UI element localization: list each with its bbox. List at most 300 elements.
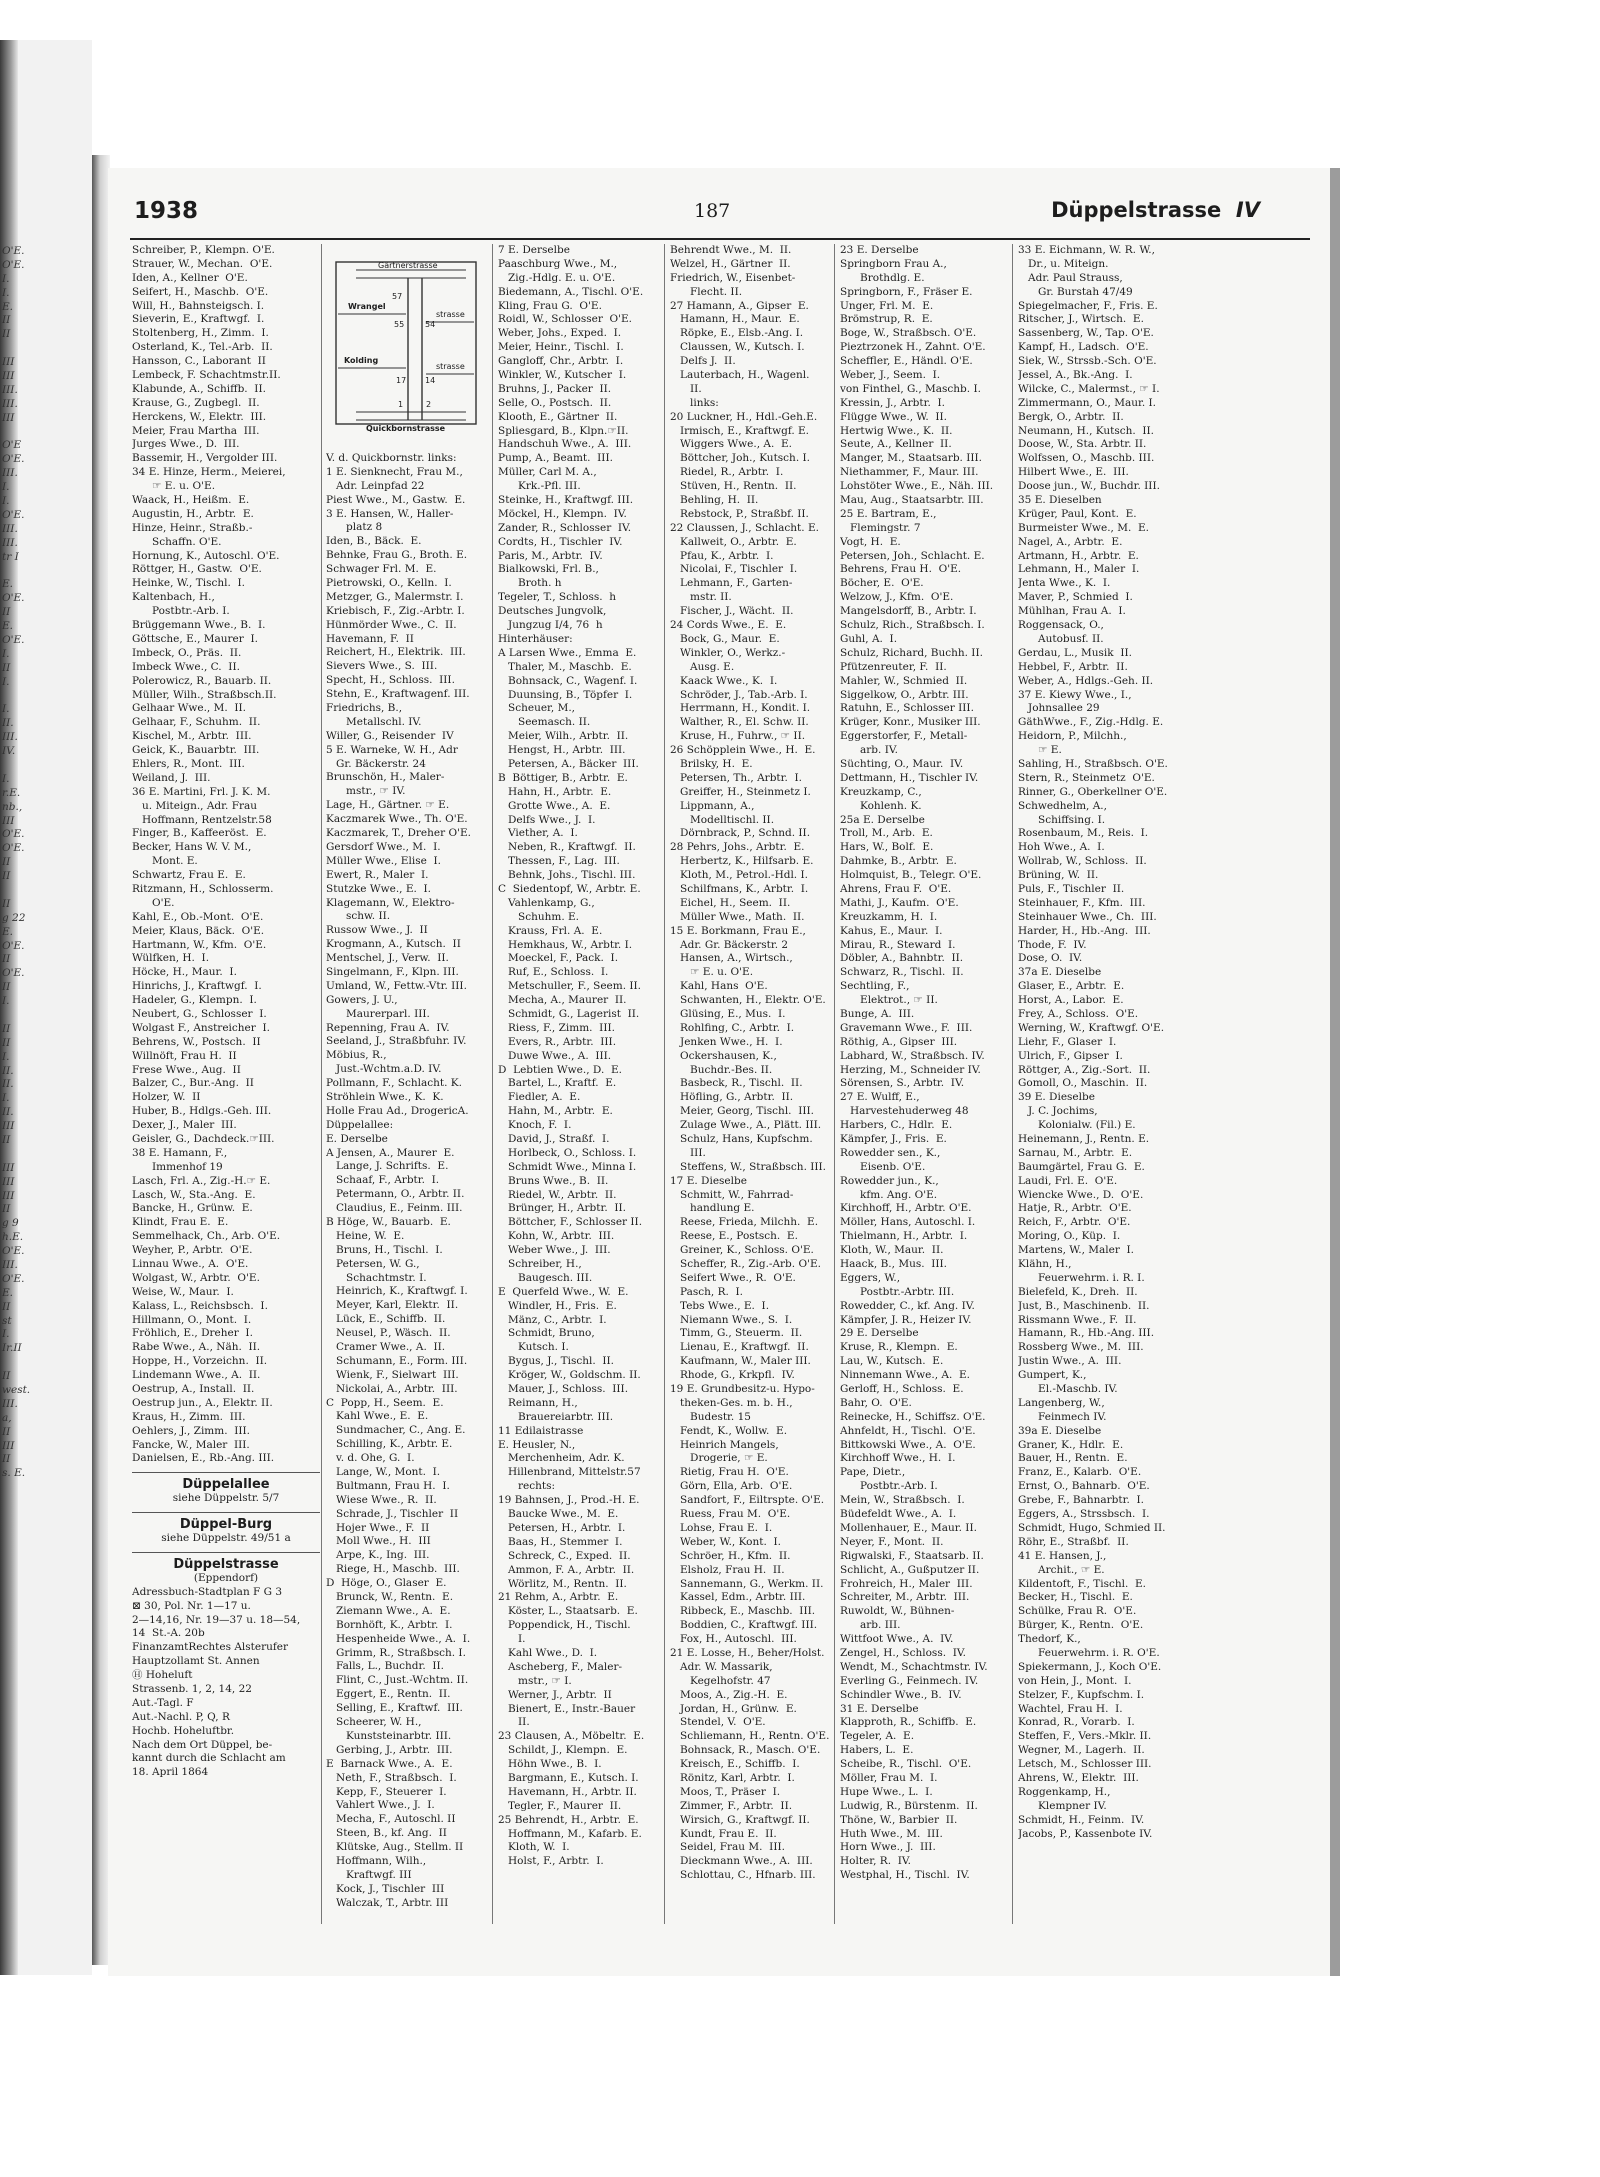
directory-entry: Steinke, H., Kraftwgf. III. xyxy=(498,494,634,507)
directory-entry: 22 Claussen, J., Schlacht. E. xyxy=(670,521,819,534)
directory-entry: Thode, F. IV. xyxy=(1018,938,1087,951)
directory-entry: Hoffmann, Wilh., xyxy=(326,1854,427,1867)
directory-entry: B Böttiger, B., Arbtr. E. xyxy=(498,771,628,784)
directory-entry: Ströhlein Wwe., K. K. xyxy=(326,1090,444,1103)
directory-entry: Fiedler, A. E. xyxy=(498,1091,581,1104)
directory-entry: Horlbeck, O., Schloss. I. xyxy=(498,1146,637,1159)
directory-entry: Flügge Wwe., W. II. xyxy=(840,410,948,423)
directory-entry: Becker, Hans W. V. M., xyxy=(132,841,252,854)
directory-entry: Hars, W., Bolf. E. xyxy=(840,841,934,854)
directory-entry: Havemann, H., Arbtr. II. xyxy=(498,1785,637,1798)
directory-entry: Möbius, R., xyxy=(326,1049,387,1062)
directory-entry: Thöne, W., Barbier II. xyxy=(840,1813,958,1826)
directory-entry: Deutsches Jungvolk, xyxy=(498,605,607,618)
street-title xyxy=(1051,198,1260,222)
directory-page xyxy=(108,168,1330,1976)
directory-entry: Riedel, W., Arbtr. II. xyxy=(498,1188,617,1201)
directory-entry: Schwedhelm, A., xyxy=(1018,799,1107,812)
directory-entry: Immenhof 19 xyxy=(132,1160,223,1173)
facing-page-fragment xyxy=(2,1356,30,1370)
directory-entry: Ernst, O., Bahnarb. O'E. xyxy=(1018,1480,1150,1493)
facing-page-fragment: III. xyxy=(2,731,18,744)
directory-entry: El.-Maschb. IV. xyxy=(1018,1383,1118,1396)
directory-entry: Hadeler, G., Klempn. I. xyxy=(132,994,257,1007)
map-label-kolding: Kolding xyxy=(344,356,379,365)
directory-entry: Tegeler, A. E. xyxy=(840,1730,915,1743)
facing-page-fragment: II xyxy=(2,856,11,869)
directory-entry: Moeckel, F., Pack. I. xyxy=(498,952,619,965)
facing-page-fragment: III. xyxy=(2,536,18,549)
directory-entry: Herzing, M., Schneider IV. xyxy=(840,1063,981,1076)
directory-entry: Geick, K., Bauarbtr. III. xyxy=(132,744,260,757)
directory-entry: Baumgärtel, Frau G. E. xyxy=(1018,1160,1145,1173)
directory-entry: Schiffsing. I. xyxy=(1018,813,1106,826)
directory-entry: Wolfssen, O., Maschb. III. xyxy=(1018,452,1155,465)
directory-entry: Zander, R., Schlosser IV. xyxy=(498,521,632,534)
directory-entry: theken-Ges. m. b. H., xyxy=(670,1396,793,1409)
facing-page-fragment: I. xyxy=(2,647,10,660)
directory-entry: Arpe, K., Ing. III. xyxy=(326,1549,430,1562)
directory-entry: Ahnfeldt, H., Tischl. O'E. xyxy=(840,1424,976,1437)
facing-page-fragment: tr I xyxy=(2,550,19,563)
column-divider xyxy=(834,244,835,1924)
facing-page-fragment: III xyxy=(2,1175,15,1188)
directory-entry: Meier, Georg, Tischl. III. xyxy=(670,1105,814,1118)
directory-entry: Eggers, A., Strssbsch. I. xyxy=(1018,1508,1150,1521)
directory-entry: Ammon, F. A., Arbtr. II. xyxy=(498,1563,635,1576)
directory-entry: Holle Frau Ad., DrogericA. xyxy=(326,1104,469,1117)
directory-entry: Steinhauer Wwe., Ch. III. xyxy=(1018,910,1157,923)
directory-entry: Schwarz, R., Tischl. II. xyxy=(840,966,964,979)
directory-entry: Röttger, A., Zig.-Sort. II. xyxy=(1018,1063,1151,1076)
directory-entry: Ausg. E. xyxy=(670,660,735,673)
directory-entry: Heinrich Mangels, xyxy=(670,1438,779,1451)
directory-entry: Welzow, J., Kfm. O'E. xyxy=(840,591,954,604)
directory-entry: Steinhauer, F., Kfm. III. xyxy=(1018,896,1146,909)
directory-entry: Klabunde, A., Schiffb. II. xyxy=(132,382,266,395)
directory-entry: Timm, G., Steuerm. II. xyxy=(670,1327,803,1340)
map-label-gaertnerstrasse: Gärtnerstrasse xyxy=(378,261,438,270)
directory-entry: Liehr, F., Glaser I. xyxy=(1018,1035,1117,1048)
directory-entry: Sassenberg, W., Tap. O'E. xyxy=(1018,327,1154,340)
directory-entry: mstr., ☞ IV. xyxy=(326,785,406,798)
directory-entry: Pieztrzonek H., Zahnt. O'E. xyxy=(840,341,986,354)
directory-entry: Ockershausen, K., xyxy=(670,1049,777,1062)
directory-entry: Lohstöter Wwe., E., Näh. III. xyxy=(840,480,994,493)
directory-entry: arb. IV. xyxy=(840,744,898,757)
facing-page-fragment xyxy=(2,564,30,578)
map-label-wrangel: Wrangel xyxy=(348,302,386,311)
directory-entry: Duwe Wwe., A. III. xyxy=(498,1049,612,1062)
directory-entry: Merchenheim, Adr. K. xyxy=(498,1452,625,1465)
directory-entry: Schülke, Frau R. O'E. xyxy=(1018,1605,1137,1618)
directory-entry: Bruhns, J., Packer II. xyxy=(498,382,612,395)
directory-entry: Brilsky, H. E. xyxy=(670,757,753,770)
directory-entry: Weise, W., Maur. I. xyxy=(132,1285,234,1298)
directory-entry: Weyher, P., Arbtr. O'E. xyxy=(132,1244,253,1257)
directory-entry: Kildentoft, F., Tischl. E. xyxy=(1018,1577,1147,1590)
facing-page-fragment: III. xyxy=(2,383,18,396)
street-info-line: Hauptzollamt St. Annen xyxy=(132,1655,260,1668)
directory-entry: Hornung, K., Autoschl. O'E. xyxy=(132,549,280,562)
directory-entry: Lohse, Frau E. I. xyxy=(670,1521,773,1534)
facing-page-fragment: a, xyxy=(2,1411,12,1424)
directory-entry: Ewert, R., Maler I. xyxy=(326,868,429,881)
directory-entry: 23 E. Derselbe xyxy=(840,244,919,256)
facing-page-fragment: O'E. xyxy=(2,828,25,841)
directory-entry: 25 Behrendt, H., Arbtr. E. xyxy=(498,1813,639,1826)
directory-entry: Dr., u. Miteign. xyxy=(1018,257,1109,270)
directory-entry: Johnsallee 29 xyxy=(1018,702,1100,715)
directory-entry: Steen, B., kf. Ang. II xyxy=(326,1827,447,1840)
directory-entry: Glüsing, E., Mus. I. xyxy=(670,1007,786,1020)
directory-entry: Schwartz, Frau E. E. xyxy=(132,869,246,882)
facing-page-fragment xyxy=(2,759,30,773)
directory-entry: Brüning, W. II. xyxy=(1018,869,1099,882)
directory-entry: Schmidt, H., Feinm. IV. xyxy=(1018,1813,1145,1826)
facing-page-fragment: O'E. xyxy=(2,1245,25,1258)
directory-entry: Roggensack, O., xyxy=(1018,619,1104,632)
directory-entry: von Hein, J., Mont. I. xyxy=(1018,1674,1132,1687)
directory-entry: Wirsich, G., Kraftwgf. II. xyxy=(670,1813,810,1826)
directory-entry: Hahn, H., Arbtr. E. xyxy=(498,785,612,798)
directory-entry: Schmidt, Hugo, Schmied II. xyxy=(1018,1521,1166,1534)
directory-entry: Büdefeldt Wwe., A. I. xyxy=(840,1508,957,1521)
directory-entry: u. Miteign., Adr. Frau xyxy=(132,799,258,812)
directory-entry: Rowedder jun., K., xyxy=(840,1174,939,1187)
directory-entry: Pollmann, F., Schlacht. K. xyxy=(326,1077,462,1090)
directory-entry: Metzger, G., Malermstr. I. xyxy=(326,590,464,603)
street-info-line: Hochb. Hoheluftbr. xyxy=(132,1724,235,1737)
directory-entry: Klütske, Aug., Stellm. II xyxy=(326,1841,464,1854)
directory-entry: Hansen, A., Wirtsch., xyxy=(670,952,793,965)
directory-entry: Flecht. II. xyxy=(670,285,743,298)
directory-entry: Reinecke, H., Schiffsz. O'E. xyxy=(840,1410,986,1423)
directory-entry: Möller, Hans, Autoschl. I. xyxy=(840,1216,976,1229)
directory-entry: Lembeck, F. Schachtmstr.II. xyxy=(132,369,281,382)
directory-entry: Petersen, H., Arbtr. I. xyxy=(498,1521,626,1534)
facing-page-fragment: III. xyxy=(2,467,18,480)
directory-entry: Schwanten, H., Elektr. O'E. xyxy=(670,994,826,1007)
facing-page-fragment xyxy=(2,1009,30,1023)
directory-entry: Moos, A., Zig.-H. E. xyxy=(670,1688,788,1701)
facing-page-fragment: g 9 xyxy=(2,1217,19,1230)
directory-entry: Huth Wwe., M. III. xyxy=(840,1827,943,1840)
directory-entry: Kirchhoff Wwe., H. I. xyxy=(840,1452,956,1465)
directory-entry: Feinmech IV. xyxy=(1018,1410,1107,1423)
directory-entry: Martens, W., Maler I. xyxy=(1018,1244,1135,1257)
directory-entry: Drogerie, ☞ E. xyxy=(670,1452,768,1465)
directory-entry: Hatje, R., Arbtr. O'E. xyxy=(1018,1202,1132,1215)
directory-entry: Wiese Wwe., R. II. xyxy=(326,1493,437,1506)
directory-entry: Eisenb. O'E. xyxy=(840,1160,926,1173)
directory-entry: Rönitz, Karl, Arbtr. I. xyxy=(670,1771,795,1784)
facing-page-fragment: O'E. xyxy=(2,508,25,521)
directory-entry: 27 E. Wulff, E., xyxy=(840,1091,920,1104)
directory-entry: Eggers, W., xyxy=(840,1271,901,1284)
facing-page-fragment: O'E. xyxy=(2,842,25,855)
directory-entry: Roggenkamp, H., xyxy=(1018,1785,1111,1798)
directory-entry: 34 E. Hinze, Herm., Meierei, xyxy=(132,466,286,479)
directory-entry: Dörnbrack, P., Schnd. II. xyxy=(670,827,811,840)
directory-entry: Mont. E. xyxy=(132,855,198,868)
directory-entry: Labhard, W., Straßbsch. IV. xyxy=(840,1049,985,1062)
directory-entry: kfm. Ang. O'E. xyxy=(840,1188,938,1201)
directory-entry: 24 Cords Wwe., E. E. xyxy=(670,619,787,632)
directory-entry: Unger, Frl. M. E. xyxy=(840,299,934,312)
directory-entry: Seidel, Frau M. III. xyxy=(670,1841,785,1854)
directory-entry: Gelhaar Wwe., M. II. xyxy=(132,702,247,715)
facing-page-fragment: II xyxy=(2,1036,11,1049)
facing-page-fragment: nb., xyxy=(2,800,23,813)
directory-entry: Springborn, F., Fräser E. xyxy=(840,285,973,298)
directory-entry: Iden, B., Bäck. E. xyxy=(326,535,422,548)
facing-page-fragment: I. xyxy=(2,1328,10,1341)
directory-entry: Kaack Wwe., K. I. xyxy=(670,674,778,687)
directory-entry: Scheerer, W. H., xyxy=(326,1716,422,1729)
directory-entry: Schindler Wwe., B. IV. xyxy=(840,1688,962,1701)
directory-entry: Jessel, A., Bk.-Ang. I. xyxy=(1018,369,1133,382)
directory-entry: Schröder, J., Tab.-Arb. I. xyxy=(670,688,808,701)
map-number: 2 xyxy=(426,400,432,409)
directory-entry: Walther, R., El. Schw. II. xyxy=(670,716,809,729)
directory-entry: E. Heusler, N., xyxy=(498,1438,576,1451)
directory-entry: Petersen, Joh., Schlacht. E. xyxy=(840,549,985,562)
directory-entry: A Larsen Wwe., Emma E. xyxy=(498,646,637,659)
directory-entry: Friedrich, W., Eisenbet- xyxy=(670,271,796,284)
directory-entry: Vahlert Wwe., J. I. xyxy=(326,1799,435,1812)
directory-entry: Reich, F., Arbtr. O'E. xyxy=(1018,1216,1131,1229)
directory-entry: Dieckmann Wwe., A. III. xyxy=(670,1855,813,1868)
directory-entry: Mau, Aug., Staatsarbtr. III. xyxy=(840,494,984,507)
directory-entry: Sieverin, E., Kraftwgf. I. xyxy=(132,313,265,326)
directory-entry: Neben, R., Kraftwgf. II. xyxy=(498,841,636,854)
directory-entry: Scheuer, M., xyxy=(498,702,576,715)
directory-entry: Kahl Wwe., E. E. xyxy=(326,1410,429,1423)
page-year: 1938 xyxy=(134,198,199,224)
directory-entry: Ludwig, R., Bürstenm. II. xyxy=(840,1799,978,1812)
directory-entry: Buchdr.-Bes. II. xyxy=(670,1063,773,1076)
column-3 xyxy=(498,244,660,1964)
directory-entry: Wolgast F., Anstreicher I. xyxy=(132,1021,270,1034)
directory-entry: C Siedentopf, W., Arbtr. E. xyxy=(498,882,641,895)
directory-entry: Schwager Frl. M. E. xyxy=(326,563,437,576)
directory-entry: Thedorf, K., xyxy=(1018,1633,1081,1646)
directory-entry: Brauereiarbtr. III. xyxy=(498,1410,614,1423)
facing-page-fragment: II xyxy=(2,953,11,966)
directory-entry: Bock, G., Maur. E. xyxy=(670,632,780,645)
directory-entry: Troll, M., Arb. E. xyxy=(840,827,933,840)
directory-entry: Adr. W. Massarik, xyxy=(670,1660,773,1673)
directory-entry: Schrade, J., Tischler II xyxy=(326,1507,459,1520)
directory-entry: Hojer Wwe., F. II xyxy=(326,1521,430,1534)
directory-entry: Feuerwehrm. i. R. I. xyxy=(1018,1271,1145,1284)
directory-entry: Rebstock, P., Straßbf. II. xyxy=(670,507,809,520)
directory-entry: Fröhlich, E., Dreher I. xyxy=(132,1327,253,1340)
directory-entry: Kaczmarek Wwe., Th. O'E. xyxy=(326,813,468,826)
directory-entry: Poppendick, H., Tischl. xyxy=(498,1619,631,1632)
directory-entry: Hertwig Wwe., K. II. xyxy=(840,424,953,437)
directory-entry: Flint, C., Just.-Wchtm. II. xyxy=(326,1674,469,1687)
directory-entry: Doose, W., Sta. Arbtr. II. xyxy=(1018,438,1147,451)
directory-entry: Kirchhoff, H., Arbtr. O'E. xyxy=(840,1202,972,1215)
directory-entry: Ruess, Frau M. O'E. xyxy=(670,1508,791,1521)
directory-entry: Müller, Wilh., Straßbsch.II. xyxy=(132,688,277,701)
directory-entry: Möller, Frau M. I. xyxy=(840,1771,938,1784)
directory-entry: Kruse, H., Fuhrw., ☞ II. xyxy=(670,730,806,743)
street-map-inset xyxy=(326,252,484,442)
facing-page-fragment: II. xyxy=(2,1078,14,1091)
directory-entry: Schmidt Wwe., Minna I. xyxy=(498,1160,637,1173)
directory-entry: Weber, Johs., Exped. I. xyxy=(498,327,622,340)
directory-entry: Bruns Wwe., B. II. xyxy=(498,1174,609,1187)
map-number: 55 xyxy=(394,320,405,329)
directory-entry: Schaaf, F., Arbtr. I. xyxy=(326,1174,440,1187)
directory-entry: Lasch, W., Sta.-Ang. E. xyxy=(132,1188,256,1201)
directory-entry: Sahling, H., Straßbsch. O'E. xyxy=(1018,757,1168,770)
directory-entry: Ulrich, F., Gipser I. xyxy=(1018,1049,1123,1062)
directory-entry: Seemasch. II. xyxy=(498,716,591,729)
directory-entry: Jacobs, P., Kassenbote IV. xyxy=(1018,1827,1153,1840)
facing-page-fragment xyxy=(2,426,30,440)
directory-entry: Gerdau, L., Musik II. xyxy=(1018,646,1132,659)
directory-entry: Ritscher, J., Wirtsch. E. xyxy=(1018,313,1144,326)
directory-entry: Bartel, L., Kraftf. E. xyxy=(498,1077,617,1090)
directory-entry: Bohnsack, C., Wagenf. I. xyxy=(498,674,638,687)
directory-entry: Rowedder sen., K., xyxy=(840,1146,941,1159)
directory-entry: Kraus, H., Zimm. III. xyxy=(132,1410,246,1423)
directory-entry: Schachtmstr. I. xyxy=(326,1271,427,1284)
facing-page-fragment xyxy=(2,1148,30,1162)
directory-entry: Kassel, Edm., Arbtr. III. xyxy=(670,1591,806,1604)
directory-entry: Sannemann, G., Werkm. II. xyxy=(670,1577,824,1590)
facing-page-fragment: III. xyxy=(2,522,18,535)
directory-entry: Hupe Wwe., L. I. xyxy=(840,1785,933,1798)
directory-entry: 37 E. Kiewy Wwe., I., xyxy=(1018,688,1132,701)
directory-entry: Herbertz, K., Hilfsarb. E. xyxy=(670,855,814,868)
directory-entry: Stehn, E., Kraftwagenf. III. xyxy=(326,688,470,701)
facing-page-fragment: II xyxy=(2,1453,11,1466)
directory-entry: Laudi, Frl. E. O'E. xyxy=(1018,1174,1118,1187)
directory-entry: Oestrup, A., Install. II. xyxy=(132,1383,255,1396)
directory-entry: Krüger, Konr., Musiker III. xyxy=(840,716,981,729)
directory-entry: Schliemann, H., Rentn. O'E. xyxy=(670,1730,830,1743)
directory-entry: Spiekermann, J., Koch O'E. xyxy=(1018,1660,1162,1673)
facing-page-fragment: O'E xyxy=(2,439,22,452)
directory-entry: Cordts, H., Tischler IV. xyxy=(498,535,623,548)
directory-entry: Mirau, R., Steward I. xyxy=(840,938,956,951)
directory-entry: Elektrot., ☞ II. xyxy=(840,994,938,1007)
directory-entry: Hansson, C., Laborant II xyxy=(132,355,266,368)
directory-entry: Hespenheide Wwe., A. I. xyxy=(326,1632,471,1645)
directory-entry: Rossberg Wwe., M. III. xyxy=(1018,1341,1144,1354)
facing-page-fragment: III xyxy=(2,814,15,827)
directory-entry: Haack, B., Mus. III. xyxy=(840,1258,948,1271)
directory-entry: Böcher, E. O'E. xyxy=(840,577,924,590)
directory-entry: Brünger, H., Arbtr. II. xyxy=(498,1202,626,1215)
directory-entry: Dahmke, B., Arbtr. E. xyxy=(840,855,957,868)
directory-entry: Mauer, J., Schloss. III. xyxy=(498,1383,629,1396)
directory-entry: Greiffer, H., Steinmetz I. xyxy=(670,785,811,798)
facing-page-fragment: II xyxy=(2,1022,11,1035)
directory-entry: Greiner, K., Schloss. O'E. xyxy=(670,1244,814,1257)
directory-entry: Ritzmann, H., Schlosserm. xyxy=(132,882,274,895)
directory-entry: Vogt, H. E. xyxy=(840,535,901,548)
directory-entry: Müller Wwe., Math. II. xyxy=(670,910,805,923)
directory-entry: Lange, W., Mont. I. xyxy=(326,1466,441,1479)
directory-entry: Postbtr.-Arb. I. xyxy=(132,605,230,618)
directory-entry: Pfützenreuter, F. II. xyxy=(840,660,947,673)
directory-entry: Kallweit, O., Arbtr. E. xyxy=(670,535,797,548)
directory-entry: Krogmann, A., Kutsch. II xyxy=(326,938,461,951)
facing-page-fragment: O'E. xyxy=(2,939,25,952)
street-info-line: 14 St.-A. 20b xyxy=(132,1627,205,1640)
directory-entry: Kämpfer, J. R., Heizer IV. xyxy=(840,1313,972,1326)
directory-entry: Kloth, M., Petrol.-Hdl. I. xyxy=(670,869,808,882)
directory-entry: Lage, H., Gärtner. ☞ E. xyxy=(326,799,450,812)
directory-entry: Augustin, H., Arbtr. E. xyxy=(132,507,254,520)
directory-entry: Sandfort, F., Eiltrspte. O'E. xyxy=(670,1494,825,1507)
directory-entry: Horst, A., Labor. E. xyxy=(1018,994,1124,1007)
facing-page-fragment: III. xyxy=(2,1259,18,1272)
directory-entry: Kling, Frau G. O'E. xyxy=(498,299,602,312)
directory-entry: Reese, E., Postsch. E. xyxy=(670,1230,798,1243)
directory-entry: schw. II. xyxy=(326,910,391,923)
directory-entry: Pfau, K., Arbtr. I. xyxy=(670,549,774,562)
directory-entry: Baugesch. III. xyxy=(498,1271,593,1284)
directory-entry: 21 Rehm, A., Arbtr. E. xyxy=(498,1591,619,1604)
facing-page-fragment: E. xyxy=(2,620,14,633)
directory-entry: Scheffler, E., Händl. O'E. xyxy=(840,355,973,368)
facing-page-fragment: s. E. xyxy=(2,1467,26,1480)
directory-entry: Süchting, O., Maur. IV. xyxy=(840,757,964,770)
directory-entry: Frohreich, H., Maler III. xyxy=(840,1577,973,1590)
directory-entry: 28 Pehrs, Johs., Arbtr. E. xyxy=(670,841,805,854)
directory-entry: Kahl, E., Ob.-Mont. O'E. xyxy=(132,910,264,923)
facing-page-fragment: st xyxy=(2,1314,12,1327)
directory-entry: Budestr. 15 xyxy=(670,1410,751,1423)
directory-entry: E. Derselbe xyxy=(326,1132,388,1145)
directory-entry: Rohlfing, C., Arbtr. I. xyxy=(670,1021,795,1034)
facing-page-fragment: IV. xyxy=(2,745,16,758)
directory-entry: Repenning, Frau A. IV. xyxy=(326,1021,450,1034)
directory-entry: Franz, E., Kalarb. O'E. xyxy=(1018,1466,1142,1479)
directory-entry: Elsholz, Frau H. II. xyxy=(670,1563,785,1576)
directory-entry: Röpke, E., Elsb.-Ang. I. xyxy=(670,327,804,340)
column-4 xyxy=(670,244,830,1964)
column-divider xyxy=(321,244,322,1924)
directory-entry: Grimm, R., Straßbsch. I. xyxy=(326,1646,466,1659)
directory-entry: Riess, F., Zimm. III. xyxy=(498,1021,615,1034)
directory-entry: Harbers, C., Hdlr. E. xyxy=(840,1119,953,1132)
directory-entry: Thielmann, H., Arbtr. I. xyxy=(840,1230,968,1243)
directory-entry: Schulz, Richard, Buchh. II. xyxy=(840,646,983,659)
directory-entry: Dose, O. IV. xyxy=(1018,952,1083,965)
directory-entry: Schmitt, W., Fahrrad- xyxy=(670,1188,794,1201)
directory-entry: Postbtr.-Arbtr. III. xyxy=(840,1285,955,1298)
facing-page-fragment: west. xyxy=(2,1384,31,1397)
directory-entry: Behnke, Frau G., Broth. E. xyxy=(326,549,468,562)
facing-page-fragment: I. xyxy=(2,495,10,508)
directory-entry: Neyer, F., Mont. II. xyxy=(840,1535,944,1548)
directory-entry: Krause, G., Zugbegl. II. xyxy=(132,396,260,409)
column-divider xyxy=(492,244,493,1924)
facing-page-fragment: II xyxy=(2,1370,11,1383)
directory-entry: Bygus, J., Tischl. II. xyxy=(498,1355,615,1368)
facing-page-fragment: I. xyxy=(2,675,10,688)
directory-entry: O'E. xyxy=(132,896,175,909)
directory-entry: Broth. h xyxy=(498,577,562,590)
